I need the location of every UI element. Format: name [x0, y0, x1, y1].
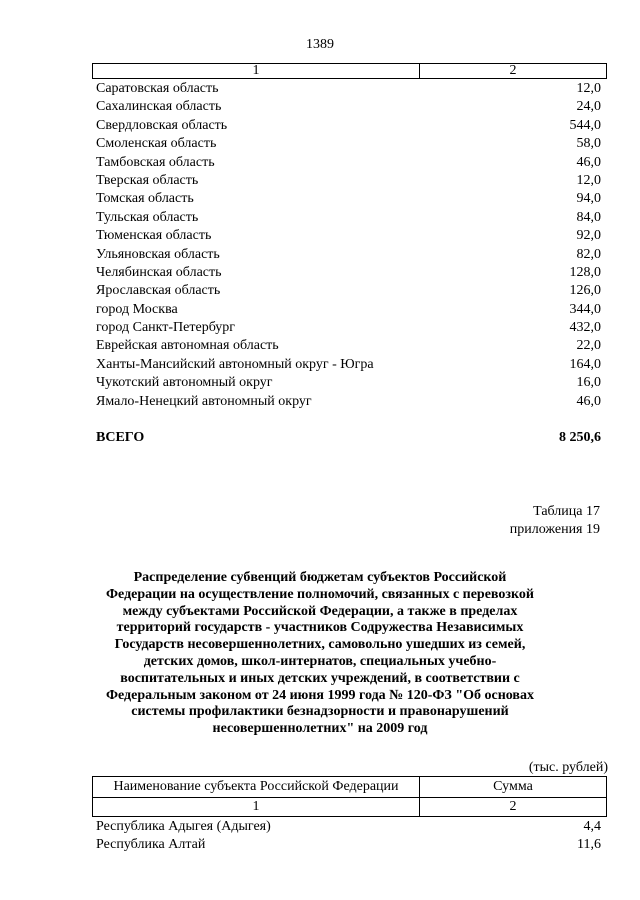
region-name: Ярославская область — [96, 283, 221, 299]
heading-line: Федеральным законом от 24 июня 1999 года № 120-ФЗ "Об основах — [106, 687, 534, 703]
table-row — [96, 80, 601, 98]
region-name: город Санкт-Петербург — [96, 320, 236, 336]
total-row — [96, 430, 601, 446]
amount-value: 46,0 — [576, 154, 601, 170]
table-row — [96, 246, 601, 264]
total-label: ВСЕГО — [96, 430, 145, 445]
table-ref-line2: приложения 19 — [509, 522, 600, 537]
table1-col1-number: 1 — [93, 64, 420, 78]
table-row — [96, 393, 601, 411]
region-name: Томская область — [96, 191, 194, 207]
table2-col1-title: Наименование субъекта Российской Федерации — [93, 777, 420, 797]
region-name: Еврейская автономная область — [96, 338, 279, 354]
table-row — [96, 836, 601, 854]
heading-line: воспитательных и иных детских учреждений, в соответствии с — [120, 670, 520, 686]
heading-line: системы профилактики безнадзорности и правонарушений — [131, 704, 509, 720]
table-row — [96, 337, 601, 355]
region-name: Тульская область — [96, 209, 199, 225]
region-name: Ямало-Ненецкий автономный округ — [96, 393, 312, 409]
table-row — [96, 154, 601, 172]
heading-line: детских домов, школ-интернатов, специальных учебно- — [143, 653, 497, 669]
table-row — [96, 117, 601, 135]
table-row — [96, 282, 601, 300]
amount-value: 94,0 — [576, 191, 601, 207]
heading-line: Государств несовершеннолетних, самовольно ушедших из семей, — [114, 637, 526, 653]
region-name: Тверская область — [96, 172, 199, 188]
amount-value: 4,4 — [583, 819, 601, 834]
table-row — [96, 319, 601, 337]
amount-value: 344,0 — [569, 301, 601, 317]
amount-value: 126,0 — [569, 283, 601, 299]
region-name: Тамбовская область — [96, 154, 215, 170]
amount-value: 12,0 — [576, 81, 601, 96]
table-row — [96, 374, 601, 392]
region-name: Челябинская область — [96, 264, 222, 280]
amount-value: 84,0 — [576, 209, 601, 225]
region-name: Тюменская область — [96, 228, 212, 244]
amount-value: 24,0 — [576, 99, 601, 115]
table2-header-titles — [93, 777, 606, 797]
table2-col2-title: Сумма — [493, 779, 533, 794]
heading-line: Федерации на осуществление полномочий, связанных с перевозкой — [106, 586, 534, 602]
table1-header — [92, 63, 607, 79]
heading-line: несовершеннолетних" на 2009 год — [212, 721, 428, 737]
document-heading — [95, 570, 545, 738]
amount-value: 164,0 — [569, 356, 601, 372]
table-row — [96, 190, 601, 208]
table-row — [96, 356, 601, 374]
amount-value: 82,0 — [576, 246, 601, 262]
table-reference — [510, 503, 600, 539]
region-name: Сахалинская область — [96, 99, 222, 115]
table-row — [96, 135, 601, 153]
region-name: Свердловская область — [96, 117, 228, 133]
region-name: Ульяновская область — [96, 246, 220, 262]
region-name: город Москва — [96, 301, 178, 317]
table2-body — [96, 818, 601, 855]
table-ref-line1: Таблица 17 — [533, 504, 600, 519]
amount-value: 16,0 — [576, 375, 601, 391]
amount-value: 22,0 — [576, 338, 601, 354]
heading-line: между субъектами Российской Федерации, а также в пределах — [122, 603, 518, 619]
total-value: 8 250,6 — [559, 430, 601, 445]
table-row — [96, 172, 601, 190]
region-name: Ханты-Мансийский автономный округ - Югра — [96, 356, 374, 372]
amount-value: 46,0 — [576, 393, 601, 409]
table-row — [96, 227, 601, 245]
table1-body — [96, 80, 601, 411]
table2-header-numbers — [93, 797, 606, 816]
amount-value: 128,0 — [569, 264, 601, 280]
table2-col1-number: 1 — [93, 798, 420, 816]
amount-value: 92,0 — [576, 228, 601, 244]
units-label: (тыс. рублей) — [528, 760, 608, 775]
amount-value: 11,6 — [577, 837, 601, 853]
table-row — [96, 98, 601, 116]
amount-value: 544,0 — [569, 117, 601, 133]
region-name: Смоленская область — [96, 136, 217, 152]
page-number: 1389 — [306, 37, 334, 52]
amount-value: 58,0 — [576, 136, 601, 152]
heading-line: Распределение субвенций бюджетам субъектов Российской — [133, 570, 507, 585]
region-name: Республика Адыгея (Адыгея) — [96, 819, 271, 834]
region-name: Чукотский автономный округ — [96, 375, 273, 391]
region-name: Республика Алтай — [96, 837, 206, 853]
heading-line: территорий государств - участников Содружества Независимых — [116, 620, 524, 636]
amount-value: 432,0 — [569, 320, 601, 336]
table-row — [96, 818, 601, 836]
region-name: Саратовская область — [96, 81, 219, 96]
amount-value: 12,0 — [576, 172, 601, 188]
table2-header — [92, 776, 607, 817]
table2-col2-number: 2 — [509, 799, 517, 814]
table-row — [96, 301, 601, 319]
table1-col2-number: 2 — [509, 63, 517, 78]
table-row — [96, 209, 601, 227]
table-row — [96, 264, 601, 282]
